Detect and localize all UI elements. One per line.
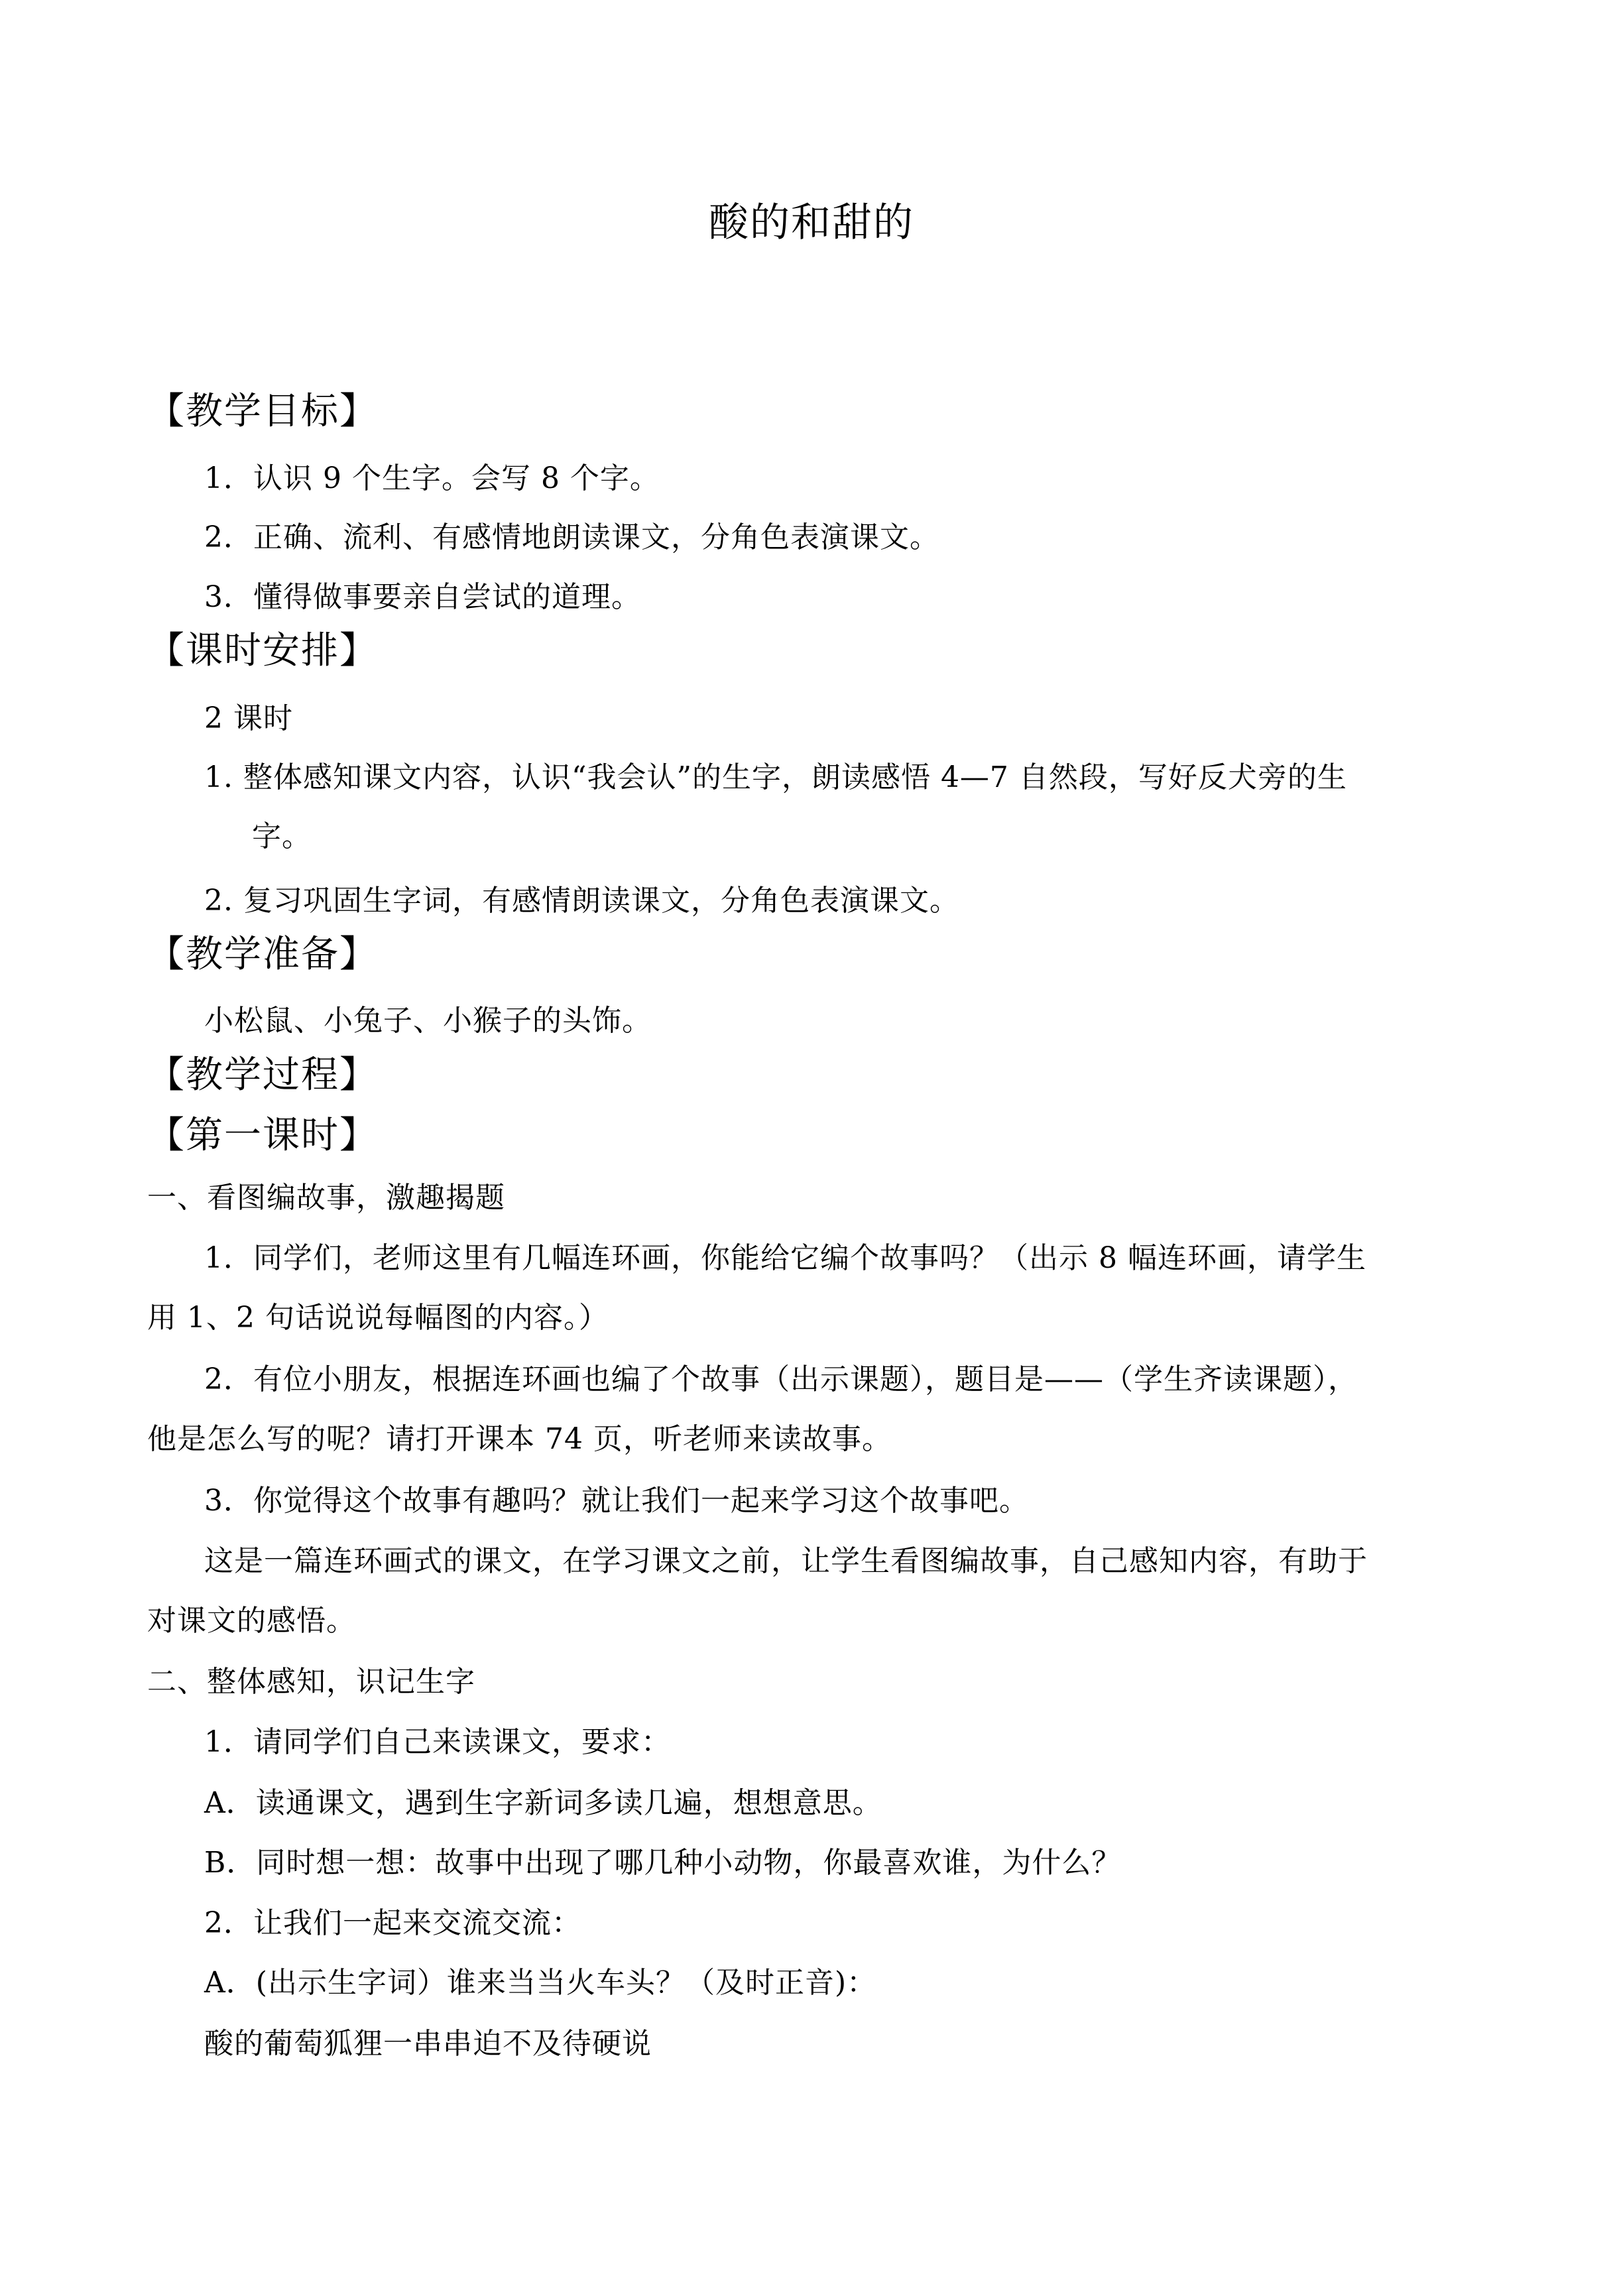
section-2-p2: 2．让我们一起来交流交流： [204, 1906, 581, 1940]
document-title: 酸的和甜的 [709, 200, 914, 246]
section-1-p1-line-1: 1．同学们，老师这里有几幅连环画，你能给它编个故事吗？（出示 8 幅连环画，请学生 [204, 1241, 1366, 1275]
section-2-item-b: B．同时想一想：故事中出现了哪几种小动物，你最喜欢谁，为什么？ [204, 1846, 1122, 1880]
heading-objectives: 【教学目标】 [147, 390, 378, 433]
section-1-note-line-1: 这是一篇连环画式的课文，在学习课文之前，让学生看图编故事，自己感知内容，有助于 [204, 1544, 1368, 1578]
section-1-note-line-2: 对课文的感悟。 [147, 1604, 356, 1638]
section-1-p2-line-2: 他是怎么写的呢？请打开课本 74 页，听老师来读故事。 [147, 1422, 892, 1456]
section-1-p1-line-2: 用 1、2 句话说说每幅图的内容。） [147, 1301, 609, 1335]
section-1-heading: 一、看图编故事，激趣揭题 [147, 1181, 505, 1215]
heading-lesson-1: 【第一课时】 [147, 1114, 378, 1157]
section-2-item-a2: A．(出示生字词）谁来当当火车头？（及时正音)： [204, 1966, 877, 2000]
objective-2: 2．正确、流利、有感情地朗读课文，分角色表演课文。 [204, 520, 939, 554]
heading-process: 【教学过程】 [147, 1054, 378, 1097]
section-2-heading: 二、整体感知，识记生字 [147, 1665, 475, 1699]
heading-preparation: 【教学准备】 [147, 933, 378, 976]
objective-3: 3．懂得做事要亲自尝试的道理。 [204, 580, 641, 614]
schedule-hours: 2 课时 [204, 701, 293, 735]
schedule-item-2: 2. 复习巩固生字词，有感情朗读课文，分角色表演课文。 [204, 884, 959, 918]
schedule-item-1-line-2: 字。 [252, 819, 312, 853]
section-2-item-a: A．读通课文，遇到生字新词多读几遍，想想意思。 [204, 1786, 882, 1820]
preparation-text: 小松鼠、小兔子、小猴子的头饰。 [204, 1004, 652, 1038]
section-2-p1: 1．请同学们自己来读课文，要求： [204, 1725, 671, 1759]
objective-1: 1．认识 9 个生字。会写 8 个字。 [204, 461, 660, 495]
section-1-p2-line-1: 2．有位小朋友，根据连环画也编了个故事（出示课题），题目是——（学生齐读课题）， [204, 1362, 1358, 1396]
section-1-p3: 3．你觉得这个故事有趣吗？就让我们一起来学习这个故事吧。 [204, 1484, 1029, 1518]
schedule-item-1-line-1: 1. 整体感知课文内容，认识“我会认”的生字，朗读感悟 4—7 自然段，写好反犬旁的生 [204, 760, 1347, 794]
section-2-words: 酸的葡萄狐狸一串串迫不及待硬说 [204, 2027, 652, 2061]
heading-schedule: 【课时安排】 [147, 629, 378, 672]
